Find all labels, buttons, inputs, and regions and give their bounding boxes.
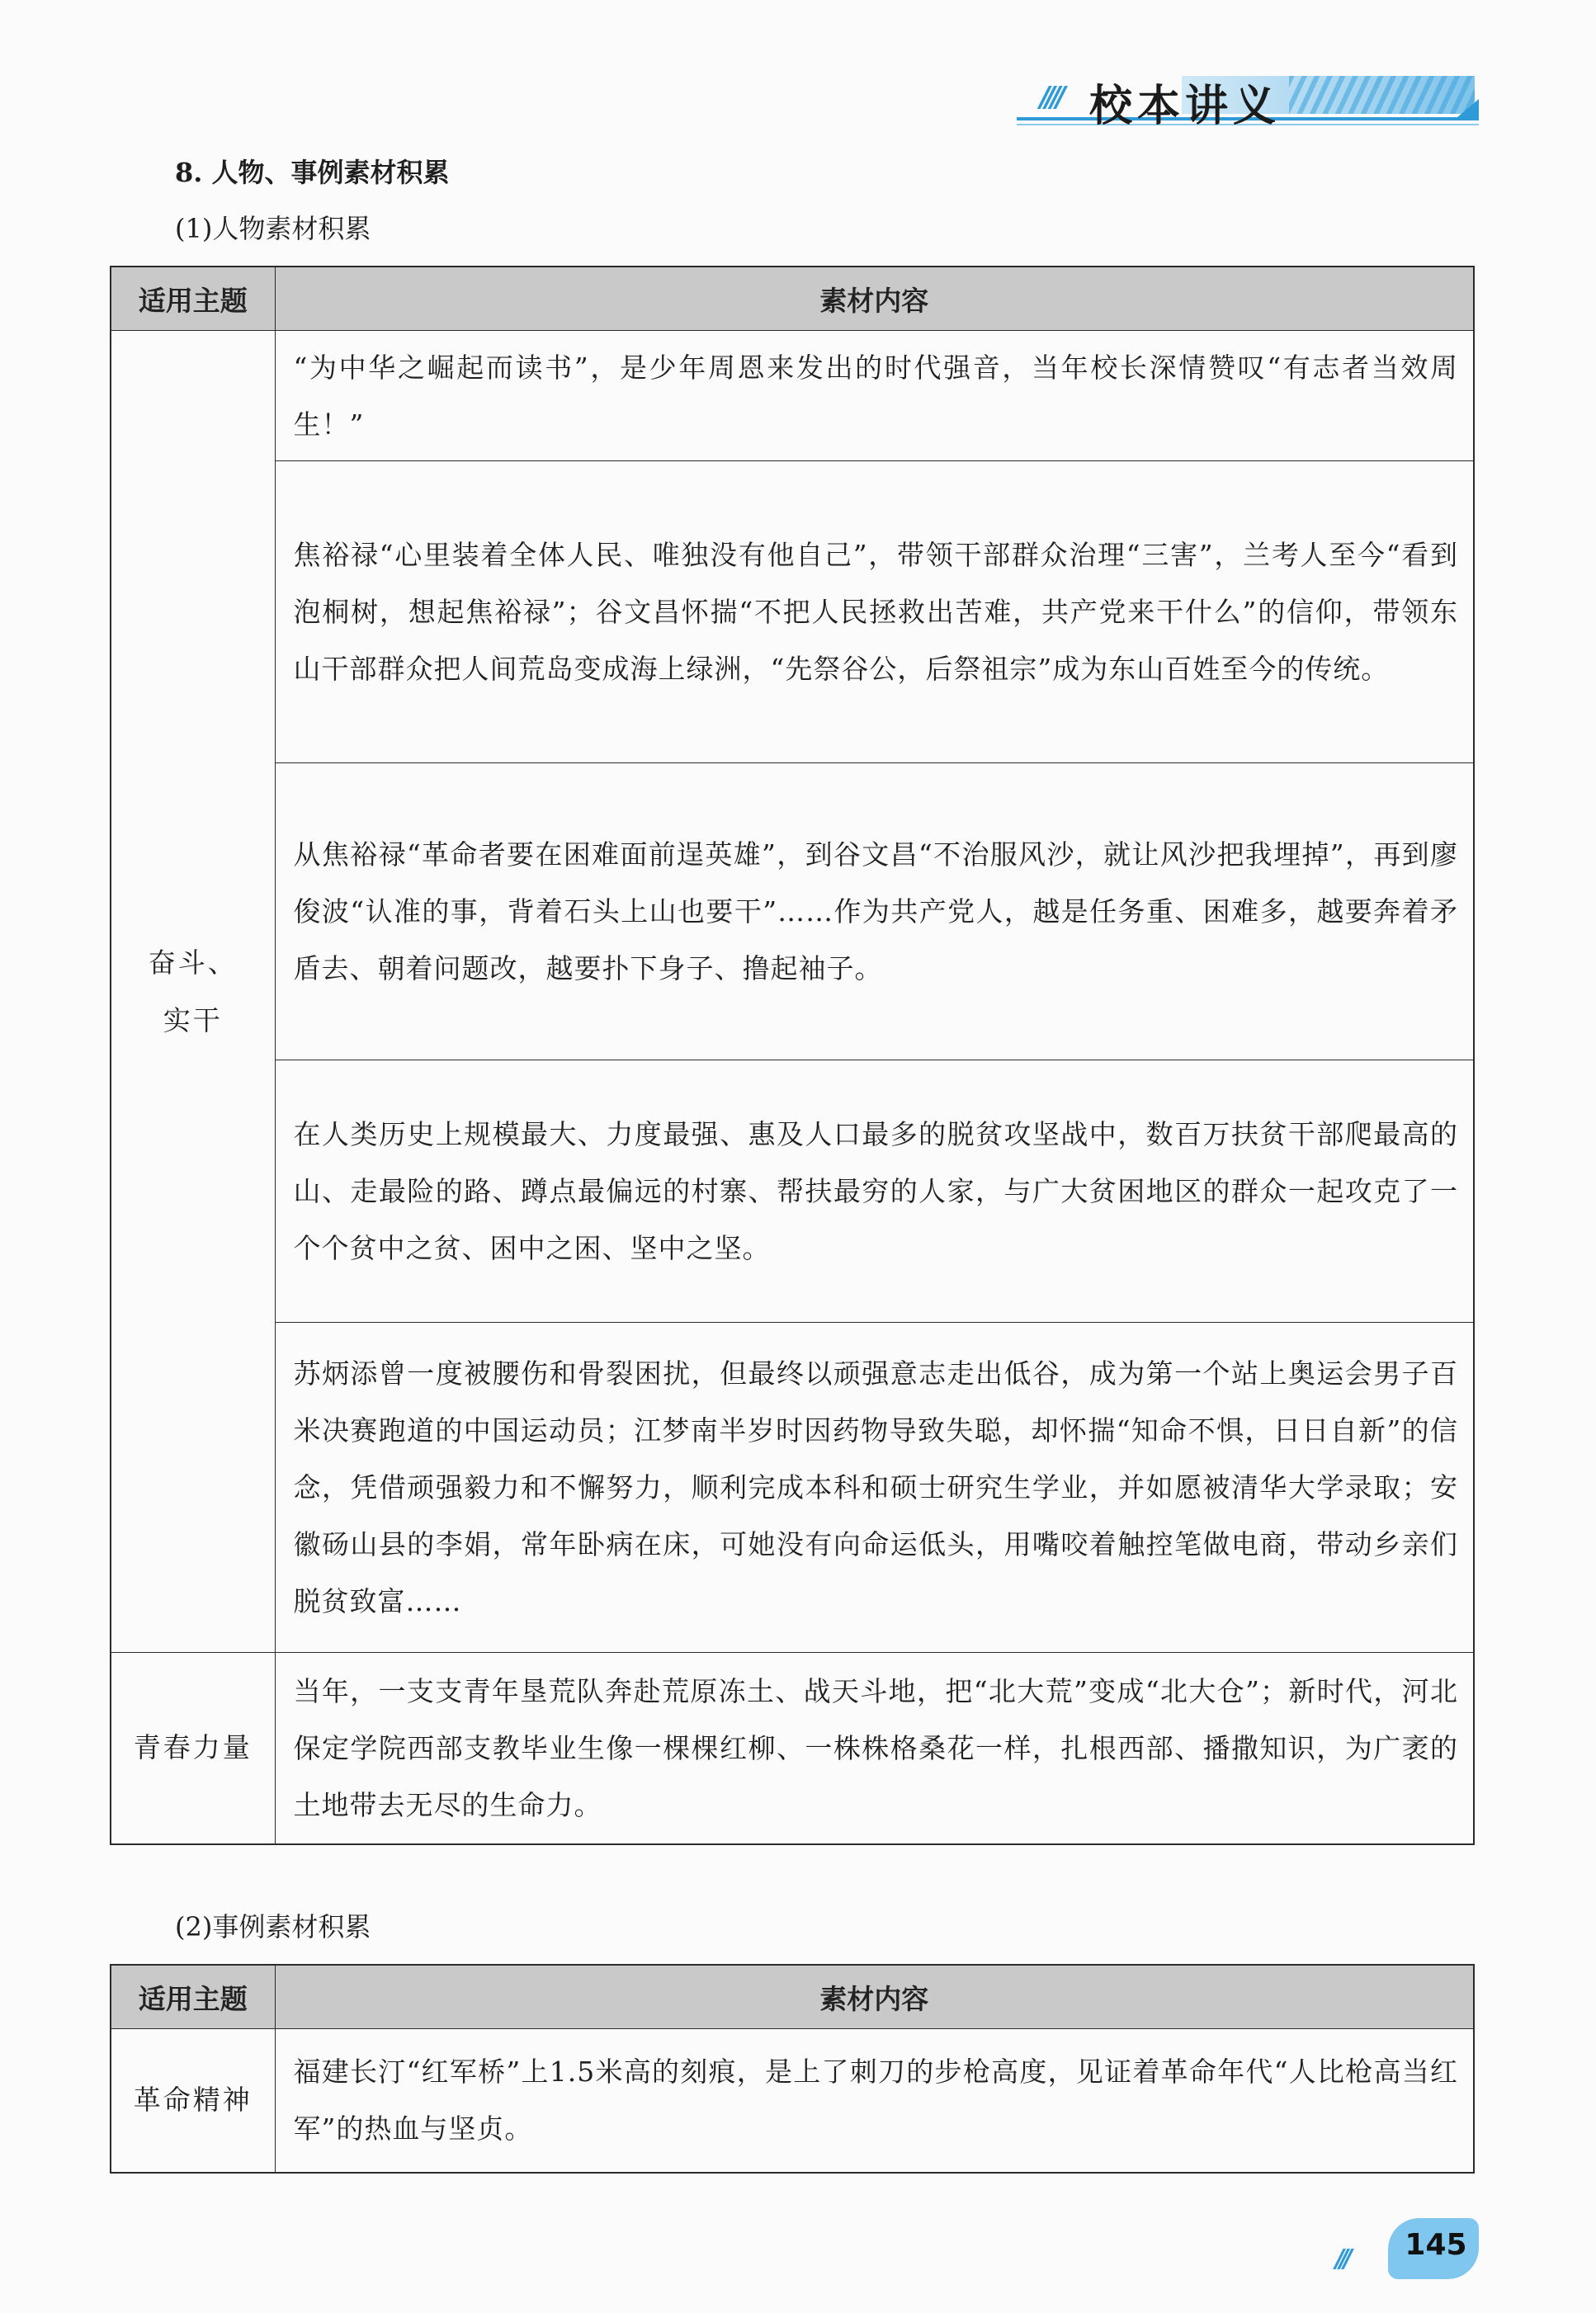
- event-material-table: [110, 1964, 1475, 2174]
- banner-corner-triangle: [1457, 99, 1479, 117]
- content-cell: 在人类历史上规模最大、力度最强、惠及人口最多的脱贫攻坚战中，数百万扶贫干部爬最高的山、走最险的路、蹲点最偏远的村寨、帮扶最穷的人家，与广大贫困地区的群众一起攻克了一个个贫中之贫、困中之困、坚中之坚。: [275, 1060, 1474, 1323]
- subsection-title-people: (1)人物素材积累: [175, 213, 371, 244]
- content-cell: “为中华之崛起而读书”，是少年周恩来发出的时代强音，当年校长深情赞叹“有志者当效周生！”: [275, 331, 1474, 461]
- subsection-title-events: (2)事例素材积累: [175, 1911, 371, 1942]
- content-cell: 从焦裕禄“革命者要在困难面前逞英雄”，到谷文昌“不治服风沙，就让风沙把我埋掉”，再到廖俊波“认准的事，背着石头上山也要干”……作为共产党人，越是任务重、困难多，越要奔着矛盾去、朝着问题改，越要扑下身子、撸起袖子。: [275, 763, 1474, 1060]
- page-number: 145: [1405, 2228, 1467, 2262]
- header-title: 校本讲义: [1089, 82, 1282, 131]
- table-row: [111, 2029, 1474, 2173]
- theme-cell-revolution: 革命精神: [111, 2029, 275, 2173]
- theme-cell-youth: 青春力量: [111, 1653, 275, 1844]
- banner-stripes: [1289, 76, 1475, 114]
- table-row: [111, 763, 1474, 1060]
- content-cell: 当年，一支支青年垦荒队奔赴荒原冻土、战天斗地，把“北大荒”变成“北大仓”；新时代，河北保定学院西部支教毕业生像一棵棵红柳、一株株格桑花一样，扎根西部、播撒知识，为广袤的土地带去无尽的生命力。: [275, 1653, 1474, 1844]
- column-header-theme: 适用主题: [111, 267, 275, 331]
- table-row: [111, 1653, 1474, 1844]
- table-row: [111, 461, 1474, 763]
- column-header-content: 素材内容: [275, 267, 1474, 331]
- table-row: [111, 1323, 1474, 1653]
- column-header-theme: 适用主题: [111, 1965, 275, 2029]
- content-cell: 苏炳添曾一度被腰伤和骨裂困扰，但最终以顽强意志走出低谷，成为第一个站上奥运会男子百米决赛跑道的中国运动员；江梦南半岁时因药物导致失聪，却怀揣“知命不惧，日日自新”的信念，凭借顽强毅力和不懈努力，顺利完成本科和硕士研究生学业，并如愿被清华大学录取；安徽砀山县的李娟，常年卧病在床，可她没有向命运低头，用嘴咬着触控笔做电商，带动乡亲们脱贫致富……: [275, 1323, 1474, 1653]
- chevron-decoration-icon: ////: [1040, 81, 1061, 114]
- column-header-content: 素材内容: [275, 1965, 1474, 2029]
- content-cell: 焦裕禄“心里装着全体人民、唯独没有他自己”，带领干部群众治理“三害”，兰考人至今“看到泡桐树，想起焦裕禄”；谷文昌怀揣“不把人民拯救出苦难，共产党来干什么”的信仰，带领东山干部群众把人间荒岛变成海上绿洲，“先祭谷公，后祭祖宗”成为东山百姓至今的传统。: [275, 461, 1474, 763]
- table-header-row: [111, 267, 1474, 331]
- people-material-table: [110, 266, 1475, 1845]
- theme-label-line2: 实干: [163, 1003, 223, 1036]
- theme-cell-striving: [111, 331, 275, 1653]
- section-title: 8. 人物、事例素材积累: [175, 157, 450, 188]
- content-cell: 福建长汀“红军桥”上1.5米高的刻痕，是上了刺刀的步枪高度，见证着革命年代“人比枪高当红军”的热血与坚贞。: [275, 2029, 1474, 2173]
- table-row: [111, 1060, 1474, 1323]
- chevron-decoration-icon: ///: [1335, 2245, 1348, 2273]
- table-row: [111, 331, 1474, 461]
- page-number-badge: [1335, 2212, 1500, 2286]
- table-header-row: [111, 1965, 1474, 2029]
- theme-label-line1: 奋斗、: [148, 946, 238, 979]
- header-banner: [1017, 66, 1479, 132]
